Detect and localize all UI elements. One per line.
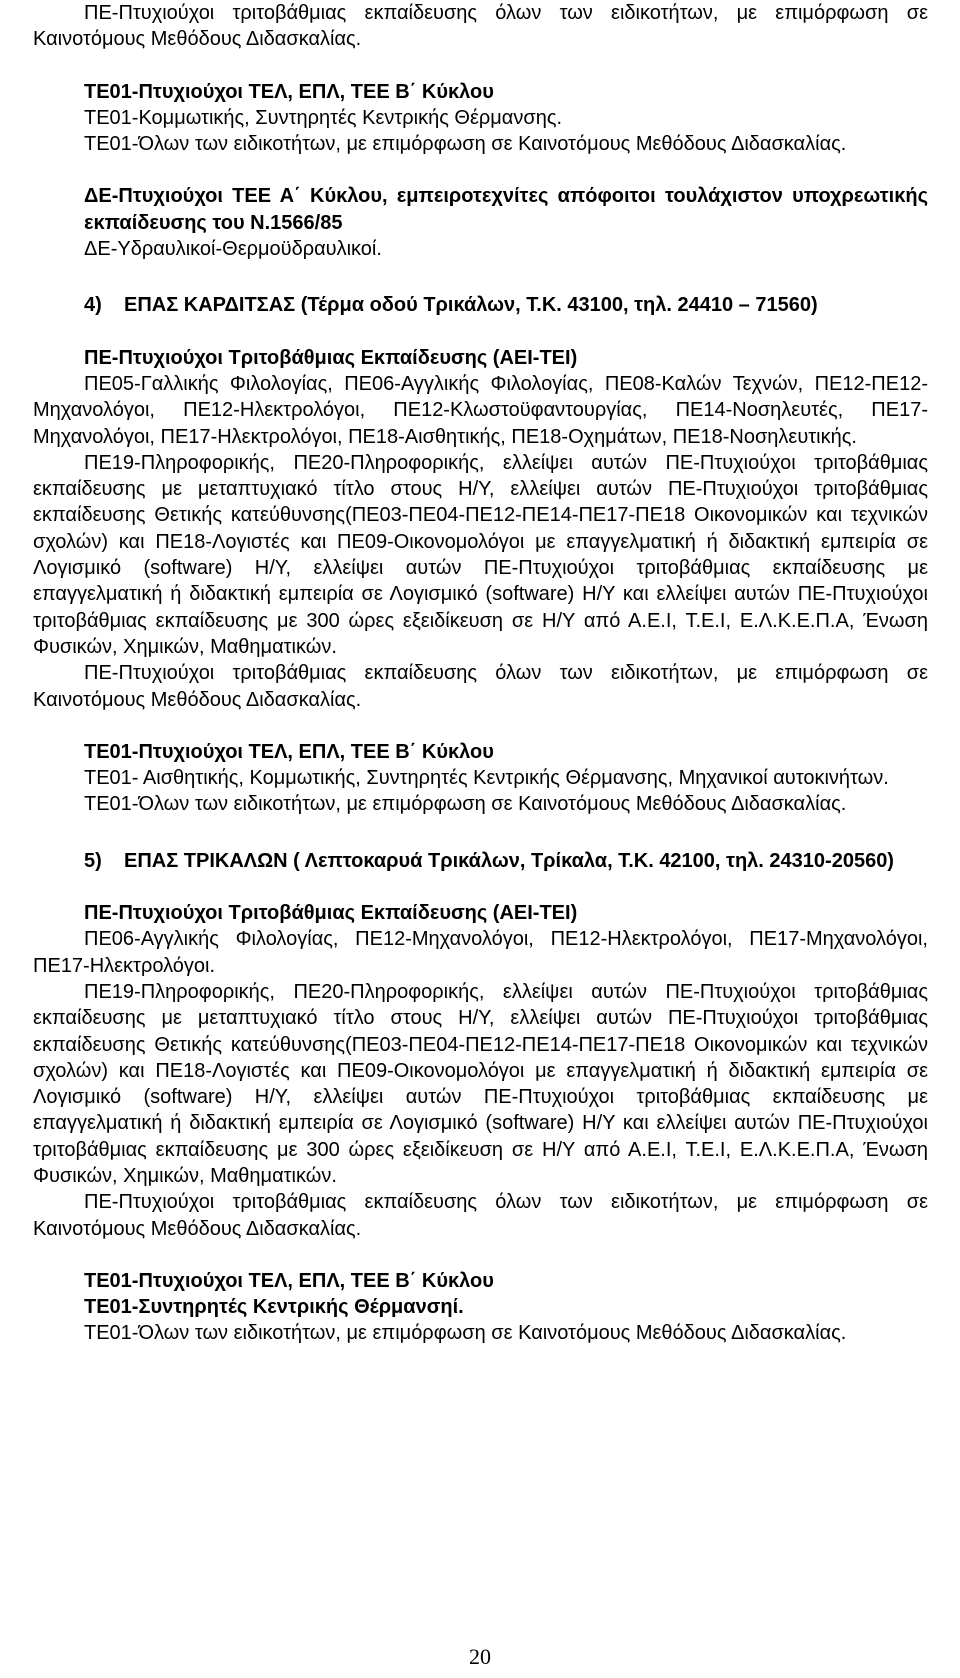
spacer	[33, 874, 928, 900]
paragraph-de-plumbers: ΔΕ-Υδραυλικοί-Θερμοϋδραυλικοί.	[84, 238, 382, 261]
paragraph-te01-hairdressing: ΤΕ01-Κομμωτικής, Συντηρητές Κεντρικής Θέρμανσης.	[84, 106, 563, 129]
paragraph-pe-innovative-methods: ΠΕ-Πτυχιούχοι τριτοβάθμιας εκπαίδευσης όλων των ειδικοτήτων, με επιμόρφωση σε Καινοτόμους Μεθόδους Διδασκαλίας.	[33, 2, 928, 51]
document-page	[33, 0, 928, 1347]
paragraph-te01-all-specialties: ΤΕ01-Όλων των ειδικοτήτων, με επιμόρφωση σε Καινοτόμους Μεθόδους Διδασκαλίας.	[84, 793, 847, 816]
paragraph-pe19-informatics: ΠΕ19-Πληροφορικής, ΠΕ20-Πληροφορικής, ελλείψει αυτών ΠΕ-Πτυχιούχοι τριτοβάθμιας εκπαίδευσης με μεταπτυχιακό τίτλο στους Η/Υ, ελλείψει αυτών ΠΕ-Πτυχιούχοι τριτοβάθμιας εκπαίδευσης Θετικής κατεύθυνσης(ΠΕ03-ΠΕ04-ΠΕ12-ΠΕ14-ΠΕ17-ΠΕ18 Οικονομικών και τεχνικών σχολών) και ΠΕ18-Λογιστές και ΠΕ09-Οικονομολόγοι με επαγγελματική ή διδακτική εμπειρία σε Λογισμικό (software) Η/Υ, ελλείψει αυτών ΠΕ-Πτυχιούχοι τριτοβάθμιας εκπαίδευσης με επαγγελματική ή διδακτική εμπειρία σε Λογισμικό (software) Η/Υ και ελλείψει αυτών ΠΕ-Πτυχιούχοι τριτοβάθμιας εκπαίδευσης με 300 ώρες εξειδίκευση σε Η/Υ από Α.Ε.Ι, Τ.Ε.Ι, Ε.Λ.Κ.Ε.Π.Α, Ένωση Φυσικών, Χημικών, Μαθηματικών.	[33, 451, 928, 658]
heading-de-graduates: ΔΕ-Πτυχιούχοι ΤΕΕ Α΄ Κύκλου, εμπειροτεχνίτες απόφοιτοι τουλάχιστον υποχρεωτικής εκπαίδευσης του Ν.1566/85	[84, 185, 928, 234]
heading-pe-tertiary: ΠΕ-Πτυχιούχοι Τριτοβάθμιας Εκπαίδευσης (ΑΕΙ-ΤΕΙ)	[84, 902, 578, 925]
paragraph-te01-all-specialties: ΤΕ01-Όλων των ειδικοτήτων, με επιμόρφωση σε Καινοτόμους Μεθόδους Διδασκαλίας.	[84, 133, 847, 156]
spacer	[33, 319, 928, 345]
heading-te01-graduates: ΤΕ01-Πτυχιούχοι ΤΕΛ, ΕΠΛ, ΤΕΕ Β΄ Κύκλου	[84, 1269, 494, 1292]
section-heading-epas-karditsas: 4) ΕΠΑΣ ΚΑΡΔΙΤΣΑΣ (Τέρμα οδού Τρικάλων, Τ.Κ. 43100, τηλ. 24410 – 71560)	[84, 294, 818, 317]
paragraph-te01-all-specialties: ΤΕ01-Όλων των ειδικοτήτων, με επιμόρφωση σε Καινοτόμους Μεθόδους Διδασκαλίας.	[84, 1322, 847, 1345]
spacer	[33, 53, 928, 79]
paragraph-pe-innovative-methods: ΠΕ-Πτυχιούχοι τριτοβάθμιας εκπαίδευσης όλων των ειδικοτήτων, με επιμόρφωση σε Καινοτόμους Μεθόδους Διδασκαλίας.	[33, 662, 928, 711]
heading-te01-heating: ΤΕ01-Συντηρητές Κεντρικής Θέρμανσηί.	[84, 1296, 464, 1319]
paragraph-pe19-informatics: ΠΕ19-Πληροφορικής, ΠΕ20-Πληροφορικής, ελλείψει αυτών ΠΕ-Πτυχιούχοι τριτοβάθμιας εκπαίδευσης με μεταπτυχιακό τίτλο στους Η/Υ, ελλείψει αυτών ΠΕ-Πτυχιούχοι τριτοβάθμιας εκπαίδευσης Θετικής κατεύθυνσης(ΠΕ03-ΠΕ04-ΠΕ12-ΠΕ14-ΠΕ17-ΠΕ18 Οικονομικών και τεχνικών σχολών) και ΠΕ18-Λογιστές και ΠΕ09-Οικονομολόγοι με επαγγελματική ή διδακτική εμπειρία σε Λογισμικό (software) Η/Υ, ελλείψει αυτών ΠΕ-Πτυχιούχοι τριτοβάθμιας εκπαίδευσης με επαγγελματική ή διδακτική εμπειρία σε Λογισμικό (software) Η/Υ και ελλείψει αυτών ΠΕ-Πτυχιούχοι τριτοβάθμιας εκπαίδευσης με 300 ώρες εξειδίκευση σε Η/Υ από Α.Ε.Ι, Τ.Ε.Ι, Ε.Λ.Κ.Ε.Π.Α, Ένωση Φυσικών, Χημικών, Μαθηματικών.	[33, 980, 928, 1187]
section-heading-epas-trikalon: 5) ΕΠΑΣ ΤΡΙΚΑΛΩΝ ( Λεπτοκαρυά Τρικάλων, Τρίκαλα, Τ.Κ. 42100, τηλ. 24310-20560)	[84, 849, 894, 872]
page-number: 20	[469, 1644, 491, 1669]
paragraph-pe-specialties: ΠΕ06-Αγγλικής Φιλολογίας, ΠΕ12-Μηχανολόγοι, ΠΕ12-Ηλεκτρολόγοι, ΠΕ17-Μηχανολόγοι, ΠΕ17-Ηλεκτρολόγοι.	[33, 928, 928, 977]
spacer	[33, 262, 928, 292]
spacer	[33, 1242, 928, 1268]
paragraph-pe-specialties: ΠΕ05-Γαλλικής Φιλολογίας, ΠΕ06-Αγγλικής Φιλολογίας, ΠΕ08-Καλών Τεχνών, ΠΕ12-ΠΕ12-Μηχανολόγοι, ΠΕ12-Ηλεκτρολόγοι, ΠΕ12-Κλωστοϋφαντουργίας, ΠΕ14-Νοσηλευτές, ΠΕ17-Μηχανολόγοι, ΠΕ17-Ηλεκτρολόγοι, ΠΕ18-Αισθητικής, ΠΕ18-Οχημάτων, ΠΕ18-Νοσηλευτικής.	[33, 372, 928, 448]
paragraph-te01-aesthetics: ΤΕ01- Αισθητικής, Κομμωτικής, Συντηρητές Κεντρικής Θέρμανσης, Μηχανικοί αυτοκινήτων.	[84, 767, 889, 790]
spacer	[33, 157, 928, 183]
spacer	[33, 818, 928, 848]
spacer	[33, 713, 928, 739]
heading-pe-tertiary: ΠΕ-Πτυχιούχοι Τριτοβάθμιας Εκπαίδευσης (ΑΕΙ-ΤΕΙ)	[84, 346, 578, 369]
heading-te01-graduates: ΤΕ01-Πτυχιούχοι ΤΕΛ, ΕΠΛ, ΤΕΕ Β΄ Κύκλου	[84, 80, 494, 103]
paragraph-pe-innovative-methods: ΠΕ-Πτυχιούχοι τριτοβάθμιας εκπαίδευσης όλων των ειδικοτήτων, με επιμόρφωση σε Καινοτόμους Μεθόδους Διδασκαλίας.	[33, 1191, 928, 1240]
heading-te01-graduates: ΤΕ01-Πτυχιούχοι ΤΕΛ, ΕΠΛ, ΤΕΕ Β΄ Κύκλου	[84, 740, 494, 763]
